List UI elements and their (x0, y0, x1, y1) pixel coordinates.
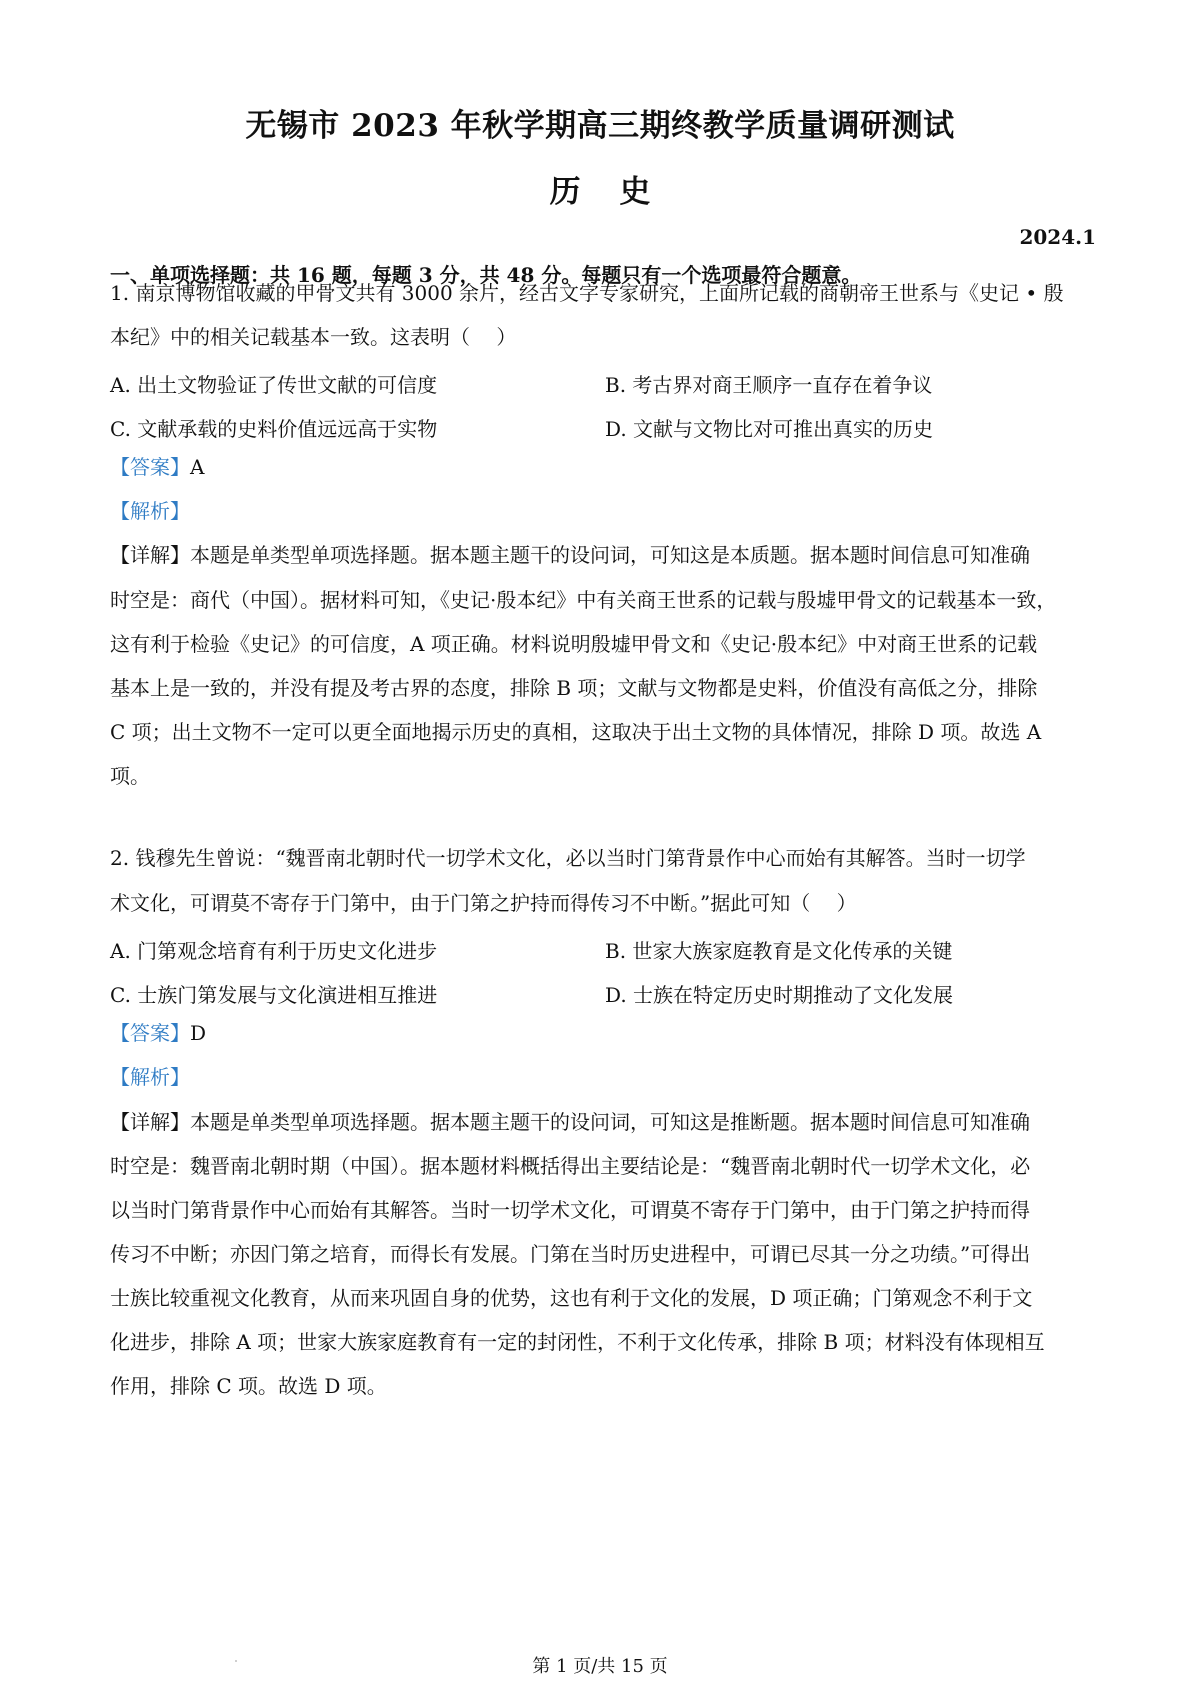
detail-line: 作用，排除 C 项。故选 D 项。 (110, 1374, 387, 1398)
detail-line: 化进步，排除 A 项；世家大族家庭教育有一定的封闭性，不利于文化传承，排除 B 项；材料没有体现相互 (110, 1330, 1045, 1354)
detail-line: 这有利于检验《史记》的可信度，A 项正确。材料说明殷墟甲骨文和《史记·殷本纪》中对商王世系的记载 (110, 632, 1038, 656)
analysis-line (110, 496, 1100, 526)
question-stem-line: 本纪》中的相关记载基本一致。这表明（ ） (110, 325, 517, 349)
option-d: D. 文献与文物比对可推出真实的历史 (605, 417, 934, 441)
option-c: C. 士族门第发展与文化演进相互推进 (110, 983, 438, 1007)
analysis-line (110, 1062, 1100, 1092)
detail-line: 以当时门第背景作中心而始有其解答。当时一切学术文化，可谓莫不寄存于门第中，由于门第之护持而得 (110, 1198, 1030, 1222)
section-heading: 一、单项选择题：共 16 题，每题 3 分，共 48 分。每题只有一个选项最符合题意。 (110, 263, 862, 287)
option-a: A. 门第观念培育有利于历史文化进步 (110, 939, 438, 963)
detail-line: 基本上是一致的，并没有提及考古界的态度，排除 B 项；文献与文物都是史料，价值没有高低之分，排除 (110, 676, 1038, 700)
detail-line: 项。 (110, 764, 150, 788)
subject-title: 历 史 (549, 174, 651, 210)
detail-line: 士族比较重视文化教育，从而来巩固自身的优势，这也有利于文化的发展，D 项正确；门第观念不利于文 (110, 1286, 1033, 1310)
answer-label: 【答案】 (110, 1021, 190, 1045)
detail-line: 时空是：魏晋南北朝时期（中国）。据本题材料概括得出主要结论是：“魏晋南北朝时代一切学术文化，必 (110, 1154, 1031, 1178)
answer-line (110, 452, 1100, 482)
analysis-label: 【解析】 (110, 1065, 190, 1089)
detail-line: 时空是：商代（中国）。据材料可知，《史记·殷本纪》中有关商王世系的记载与殷墟甲骨文的记载基本一致， (110, 588, 1057, 612)
question-stem-line: 2. 钱穆先生曾说：“魏晋南北朝时代一切学术文化，必以当时门第背景作中心而始有其解答。当时一切学 (110, 846, 1026, 870)
detail-text: 本题是单类型单项选择题。据本题主题干的设问词，可知这是本质题。据本题时间信息可知准确 (190, 543, 1030, 567)
option-b: B. 考古界对商王顺序一直存在着争议 (605, 373, 933, 397)
question-stem-line: 1. 南京博物馆收藏的甲骨文共有 3000 余片，经古文字专家研究，上面所记载的商朝帝王世系与《史记 • 殷 (110, 281, 1064, 305)
detail-label: 【详解】 (110, 543, 190, 567)
exam-date: 2024.1 (1019, 225, 1096, 249)
option-d: D. 士族在特定历史时期推动了文化发展 (605, 983, 954, 1007)
detail-label: 【详解】 (110, 1110, 190, 1134)
detail-line: 传习不中断；亦因门第之培育，而得长有发展。门第在当时历史进程中，可谓已尽其一分之功绩。”可得出 (110, 1242, 1031, 1266)
detail-text: 本题是单类型单项选择题。据本题主题干的设问词，可知这是推断题。据本题时间信息可知准确 (190, 1110, 1030, 1134)
detail-line: C 项；出土文物不一定可以更全面地揭示历史的真相，这取决于出土文物的具体情况，排除 D 项。故选 A (110, 720, 1042, 744)
option-a: A. 出土文物验证了传世文献的可信度 (110, 373, 438, 397)
page-footer: 第 1 页/共 15 页 (532, 1656, 668, 1677)
question-stem-line: 术文化，可谓莫不寄存于门第中，由于门第之护持而得传习不中断。”据此可知（ ） (110, 891, 857, 915)
option-c: C. 文献承载的史料价值远远高于实物 (110, 417, 438, 441)
answer-value: D (190, 1021, 207, 1045)
exam-title: 无锡市 2023 年秋学期高三期终教学质量调研测试 (245, 108, 955, 144)
detail-line (110, 540, 1100, 570)
answer-line (110, 1018, 1100, 1048)
option-b: B. 世家大族家庭教育是文化传承的关键 (605, 939, 953, 963)
analysis-label: 【解析】 (110, 499, 190, 523)
detail-line (110, 1107, 1100, 1137)
answer-label: 【答案】 (110, 455, 190, 479)
answer-value: A (190, 455, 205, 479)
